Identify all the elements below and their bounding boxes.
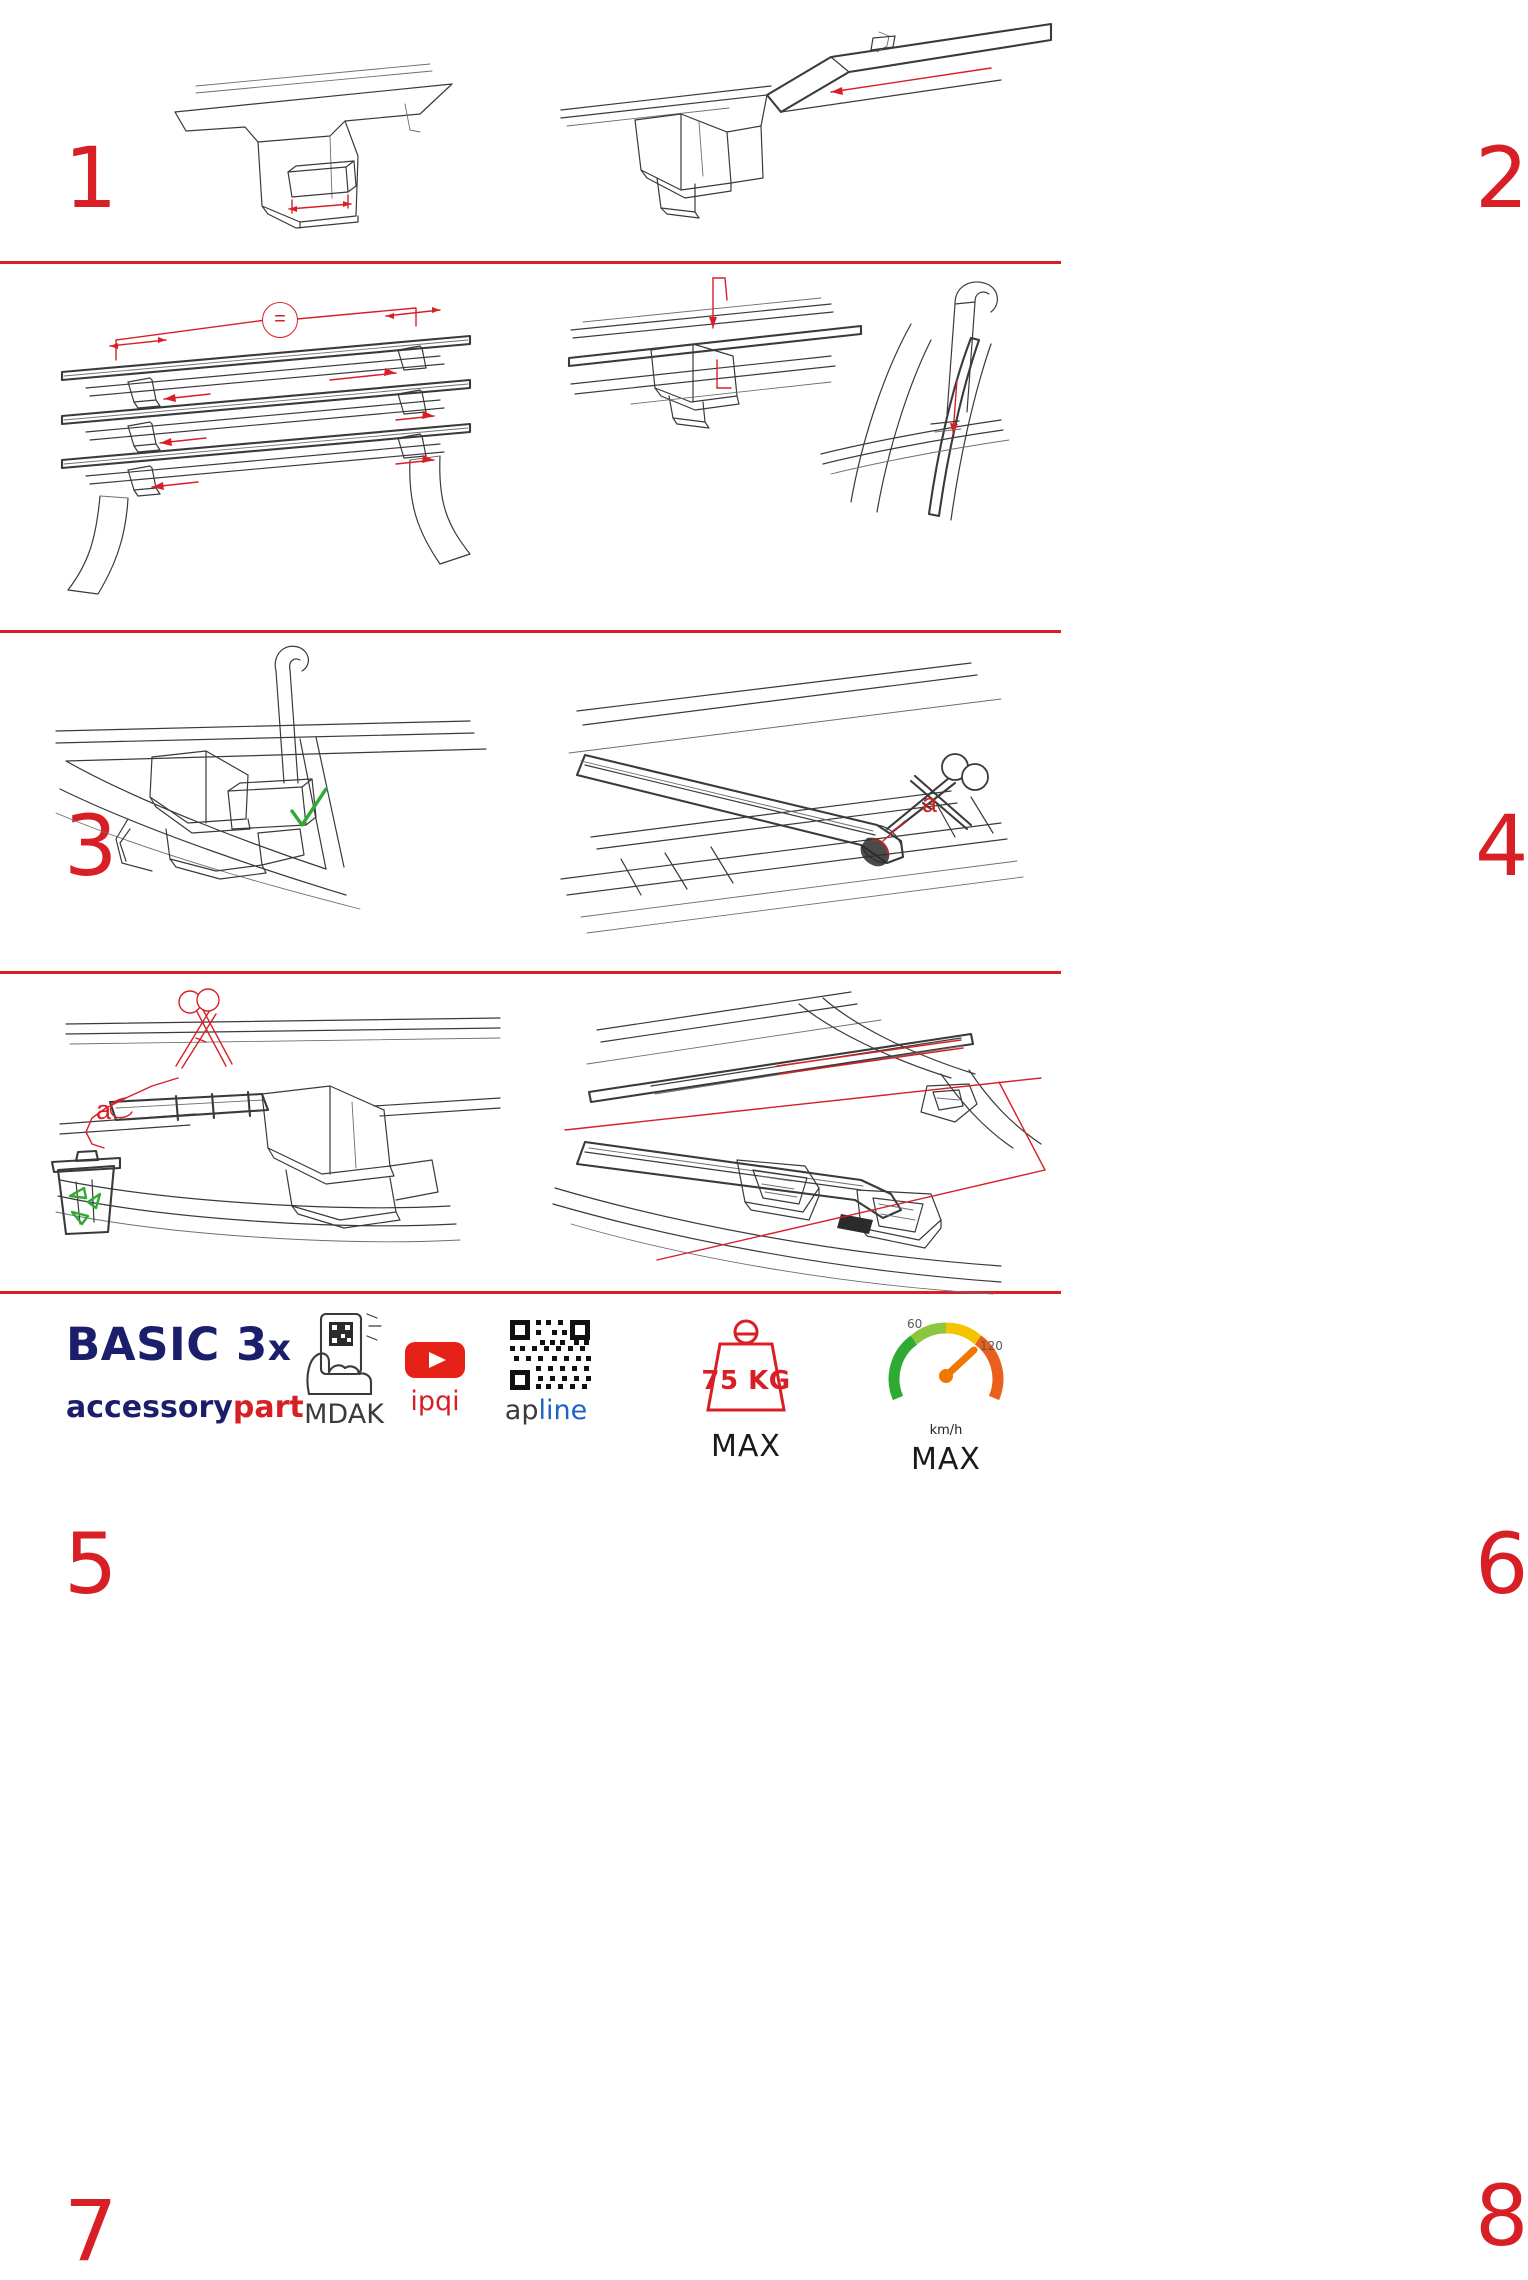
ipqi-caption: ipqi (410, 1386, 460, 1417)
svg-text:60: 60 (907, 1317, 923, 1331)
step-4-panel (531, 264, 1528, 895)
brand-subtitle-first: accessory (66, 1390, 233, 1425)
max-speed-badge (876, 1306, 1016, 1477)
mdak-caption-first: MD (304, 1399, 348, 1430)
svg-text:120: 120 (980, 1339, 1003, 1353)
brand-title-main: BASIC 3 (66, 1318, 268, 1371)
step-2-panel (531, 0, 1528, 261)
youtube-logo[interactable] (404, 1338, 466, 1387)
speedometer-icon (876, 1306, 1016, 1418)
max-speed-unit: km/h (929, 1423, 963, 1438)
apline-caption-first: ap (504, 1395, 539, 1426)
step-8-illustration (531, 974, 1061, 1291)
equal-marker: = (262, 302, 298, 338)
step-8-number: 8 (1475, 2167, 1528, 2265)
hand-phone-qr-icon (289, 1310, 399, 1396)
brand-subtitle-second: part (232, 1390, 304, 1425)
step-6-number: 6 (1475, 1515, 1528, 1613)
max-speed-label: MAX (911, 1442, 981, 1477)
max-load-label: MAX (711, 1429, 781, 1464)
step-3-number: 3 (64, 797, 118, 895)
apline-caption-second: line (538, 1395, 588, 1426)
step-1-number: 1 (64, 129, 118, 227)
step-5-number: 5 (64, 1515, 118, 1613)
step-2-illustration (531, 0, 1061, 261)
mdak-caption (286, 1401, 402, 1428)
weight-icon (686, 1310, 806, 1420)
step-row-2 (0, 264, 1528, 895)
brand-title (66, 1318, 292, 1371)
step-7-illustration (0, 974, 530, 1291)
step-4-illustration (531, 264, 1061, 630)
apline-logo[interactable] (482, 1318, 610, 1424)
step-1-panel (0, 0, 530, 261)
step-5-illustration (0, 633, 530, 971)
mdak-logo[interactable] (286, 1310, 402, 1428)
part-label-a-step7: a (96, 1095, 112, 1125)
step-4-number: 4 (1475, 797, 1528, 895)
step-2-number: 2 (1475, 129, 1528, 227)
ipqi-logo[interactable] (404, 1388, 466, 1415)
footer-bar (0, 1294, 1061, 1500)
brand-subtitle (66, 1390, 304, 1425)
max-load-badge (686, 1310, 806, 1464)
step-3-panel (0, 264, 530, 895)
brand-block (66, 1318, 304, 1425)
step-6-illustration (531, 633, 1061, 971)
youtube-play-icon (404, 1338, 466, 1382)
qr-code-icon (508, 1318, 592, 1392)
apline-caption (482, 1397, 610, 1424)
step-7-number: 7 (64, 2182, 118, 2280)
step-row-1 (0, 0, 1528, 261)
max-load-value: 75 KG (701, 1366, 791, 1396)
mdak-caption-third: K (366, 1399, 384, 1430)
brand-title-suffix: x (267, 1328, 292, 1369)
mdak-caption-second: A (347, 1399, 367, 1430)
part-label-a-step6: a (922, 788, 938, 818)
